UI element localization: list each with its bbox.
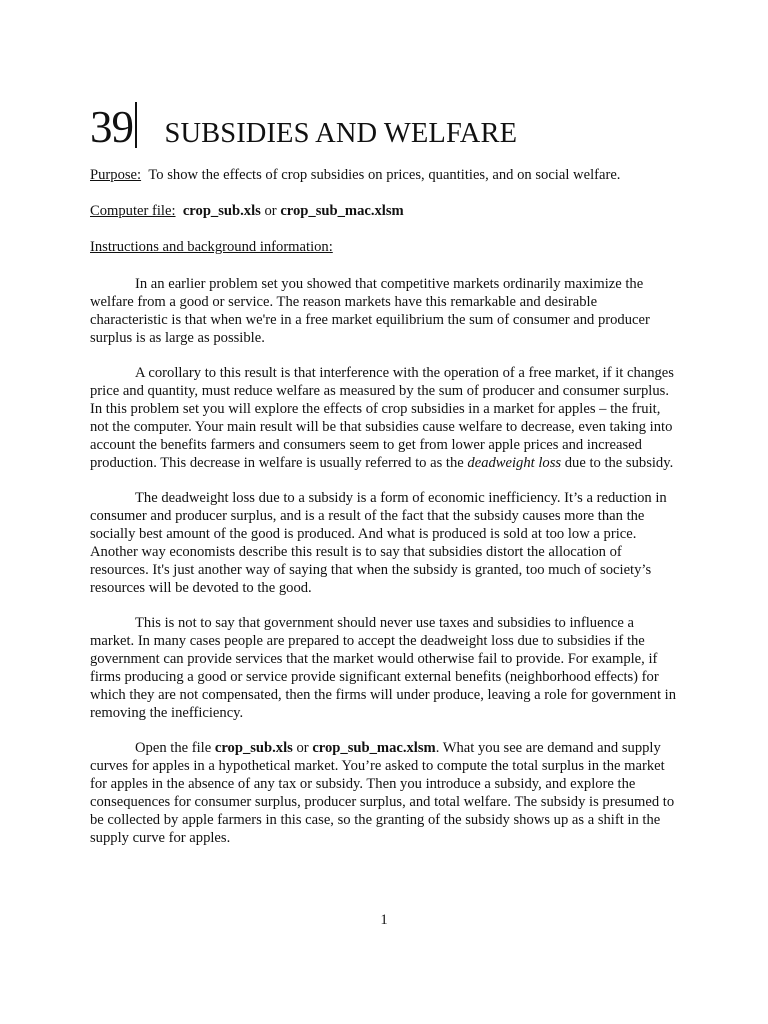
computer-file-connector: or [264,203,277,219]
computer-file-xls: crop_sub.xls [182,203,261,219]
paragraph-1: In an earlier problem set you showed that competitive markets ordinarily maximize the welfare from a good or service. The reason markets have this remarkable and desirable characteristic is that when we're in a free market equilibrium the sum of consumer and producer surplus is as large as possible. [90,276,650,346]
paragraph-2-end: due to the subsidy. [561,455,674,471]
paragraph-2-text: A corollary to this result is that interference with the operation of a free market, if it changes price and quantity, must reduce welfare as measured by the sum of producer and consumer surplus. In this problem set you will explore the effects of crop subsidies in a market for apples – the fruit, not the computer. Your main result will be that subsidies cause welfare to decrease, even taking into account the benefits farmers and consumers seem to get from lower apple prices and increased production. This decrease in welfare is usually referred to as the [90,365,674,471]
purpose-line [90,166,678,184]
instructions-heading-text: Instructions and background information: [90,239,333,255]
computer-file-xlsm: crop_sub_mac.xlsm [280,203,404,219]
purpose-label: Purpose: [90,167,142,183]
page-number: 1 [380,912,388,928]
chapter-divider-bar [135,102,137,148]
paragraph-5-open: Open the file [135,740,215,756]
paragraph-2-italic-term: deadweight loss [467,455,562,471]
computer-file-label: Computer file: [90,203,176,219]
paragraph-5-rest: . What you see are demand and supply curves for apples in a hypothetical market. You’re asked to compute the total surplus in the market for apples in the absence of any tax or subsidy. Then you introduce a subsidy, and explore the consequences for consumer surplus, producer surplus, and total welfare. The subsidy is presumed to be collected by apple farmers in this case, so the granting of the subsidy shows up as a shift in the supply curve for apples. [90,740,675,846]
paragraph-3: The deadweight loss due to a subsidy is a form of economic inefficiency. It’s a reduction in consumer and producer surplus, and is a result of the fact that the subsidy causes more than the socially best amount of the good is produced. And what is produced is sold at too low a price. Another way economists describe this result is to say that subsidies distort the allocation of resources. It's just another way of saying that when the subsidy is granted, too much of society’s resources will be devoted to the good. [90,490,667,596]
paragraph-5-file-xlsm: crop_sub_mac.xlsm [312,740,436,756]
chapter-number: 39 [90,102,133,152]
computer-file-line [90,202,678,220]
paragraph-5-or: or [292,740,313,756]
paragraph-5 [90,739,678,847]
chapter-title: SUBSIDIES AND WELFARE [164,118,518,149]
paragraph-5-file-xls: crop_sub.xls [214,740,293,756]
chapter-heading [90,98,678,150]
paragraph-2 [90,364,678,472]
paragraph-4: This is not to say that government should never use taxes and subsidies to influence a market. In many cases people are prepared to accept the deadweight loss due to subsidies if the government can provide services that the market would otherwise fail to provide. For example, if firms producing a good or service provide significant external benefits (neighborhood effects) for which they are not compensated, then the firms will under produce, leaving a role for government in removing the inefficiency. [90,615,676,721]
instructions-heading [90,238,678,256]
document-page [90,98,678,847]
purpose-text: To show the effects of crop subsidies on prices, quantities, and on social welfare. [148,167,621,183]
